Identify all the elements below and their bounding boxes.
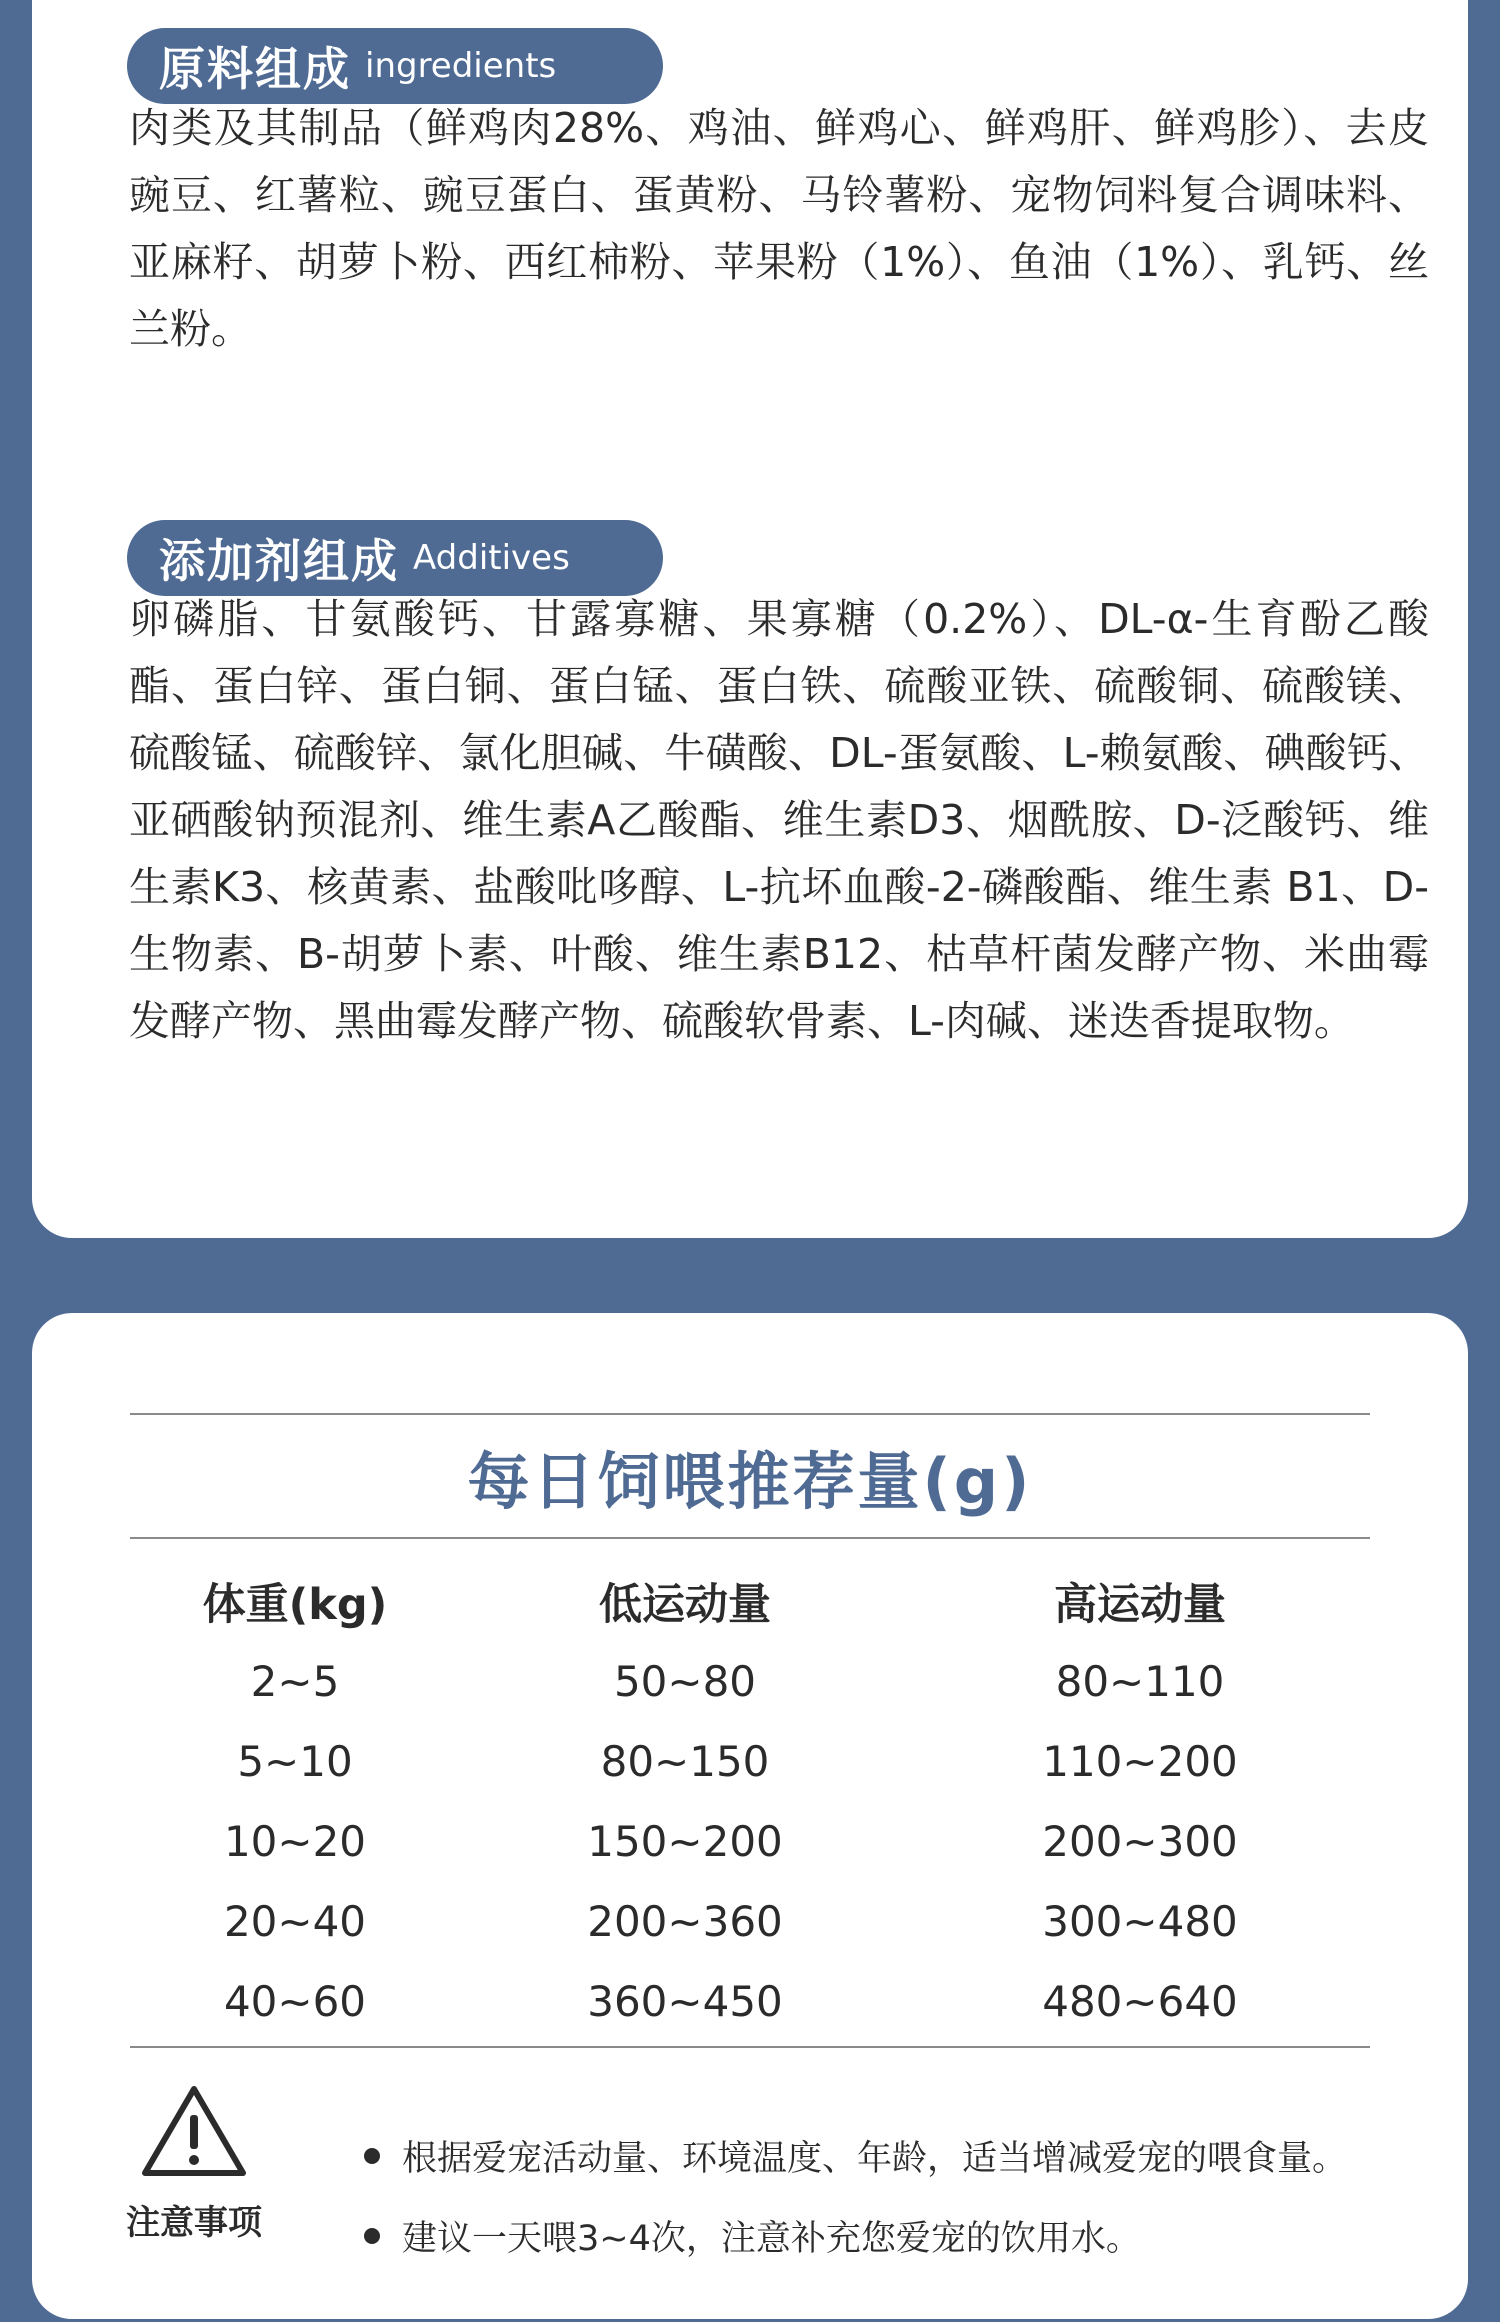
feeding-table-title: 每日饲喂推荐量(g) [467, 1445, 1033, 1518]
divider-title [130, 1537, 1370, 1539]
divider-top [130, 1413, 1370, 1415]
notice-list [364, 2116, 1347, 2276]
cell-low: 80~150 [600, 1736, 770, 1786]
cell-high: 480~640 [1042, 1976, 1238, 2026]
cell-high: 110~200 [1042, 1736, 1238, 1786]
table-header-row [130, 1561, 1370, 1641]
ingredients-text: 肉类及其制品（鲜鸡肉28%、鸡油、鲜鸡心、鲜鸡肝、鲜鸡胗）、去皮豌豆、红薯粒、豌豆蛋白、蛋黄粉、马铃薯粉、宠物饲料复合调味料、亚麻籽、胡萝卜粉、西红柿粉、苹果粉（1%）、鱼油（1%）、乳钙、丝兰粉。 [129, 104, 1429, 353]
cell-weight: 20~40 [223, 1896, 367, 1946]
header-high-activity: 高运动量 [1054, 1579, 1226, 1630]
cell-high: 300~480 [1042, 1896, 1238, 1946]
list-item [364, 2196, 1347, 2276]
cell-weight: 5~10 [237, 1736, 353, 1786]
bullet-icon [364, 2148, 380, 2164]
cell-low: 150~200 [587, 1816, 783, 1866]
notice-label: 注意事项 [126, 2203, 262, 2243]
cell-low: 50~80 [613, 1656, 757, 1706]
header-weight: 体重(kg) [202, 1579, 388, 1630]
cell-weight: 40~60 [223, 1976, 367, 2026]
ingredients-title-en: ingredients [365, 46, 557, 86]
additives-title-cn: 添加剂组成 [159, 534, 399, 588]
notice-block [124, 2083, 264, 2244]
divider-bottom [130, 2046, 1370, 2048]
table-row [130, 1961, 1370, 2041]
cell-high: 200~300 [1042, 1816, 1238, 1866]
additives-heading [127, 520, 663, 596]
cell-weight: 2~5 [250, 1656, 340, 1706]
table-row [130, 1881, 1370, 1961]
warning-triangle-icon [139, 2083, 249, 2179]
ingredients-heading [127, 28, 663, 104]
list-item [364, 2116, 1347, 2196]
additives-text: 卵磷脂、甘氨酸钙、甘露寡糖、果寡糖（0.2%）、DL-α-生育酚乙酸酯、蛋白锌、蛋白铜、蛋白锰、蛋白铁、硫酸亚铁、硫酸铜、硫酸镁、硫酸锰、硫酸锌、氯化胆碱、牛磺酸、DL-蛋氨酸、L-赖氨酸、碘酸钙、亚硒酸钠预混剂、维生素A乙酸酯、维生素D3、烟酰胺、D-泛酸钙、维生素K3、核黄素、盐酸吡哆醇、L-抗坏血酸-2-磷酸酯、维生素 B1、D-生物素、B-胡萝卜素、叶酸、维生素B12、枯草杆菌发酵产物、米曲霉发酵产物、黑曲霉发酵产物、硫酸软骨素、L-肉碱、迷迭香提取物。 [129, 595, 1429, 1045]
notice-item-text: 根据爱宠活动量、环境温度、年龄，适当增减爱宠的喂食量。 [402, 2139, 1348, 2179]
cell-high: 80~110 [1055, 1656, 1225, 1706]
bullet-icon [364, 2228, 380, 2244]
cell-low: 360~450 [587, 1976, 783, 2026]
feeding-table [130, 1561, 1370, 2041]
additives-title-en: Additives [413, 538, 570, 578]
ingredients-title-cn: 原料组成 [159, 42, 351, 96]
ingredients-card [32, 0, 1468, 1238]
feeding-card [32, 1313, 1468, 2319]
cell-low: 200~360 [587, 1896, 783, 1946]
table-row [130, 1641, 1370, 1721]
table-row [130, 1721, 1370, 1801]
table-row [130, 1801, 1370, 1881]
header-low-activity: 低运动量 [599, 1579, 771, 1630]
notice-item-text: 建议一天喂3~4次，注意补充您爱宠的饮用水。 [402, 2219, 1141, 2259]
cell-weight: 10~20 [223, 1816, 367, 1866]
